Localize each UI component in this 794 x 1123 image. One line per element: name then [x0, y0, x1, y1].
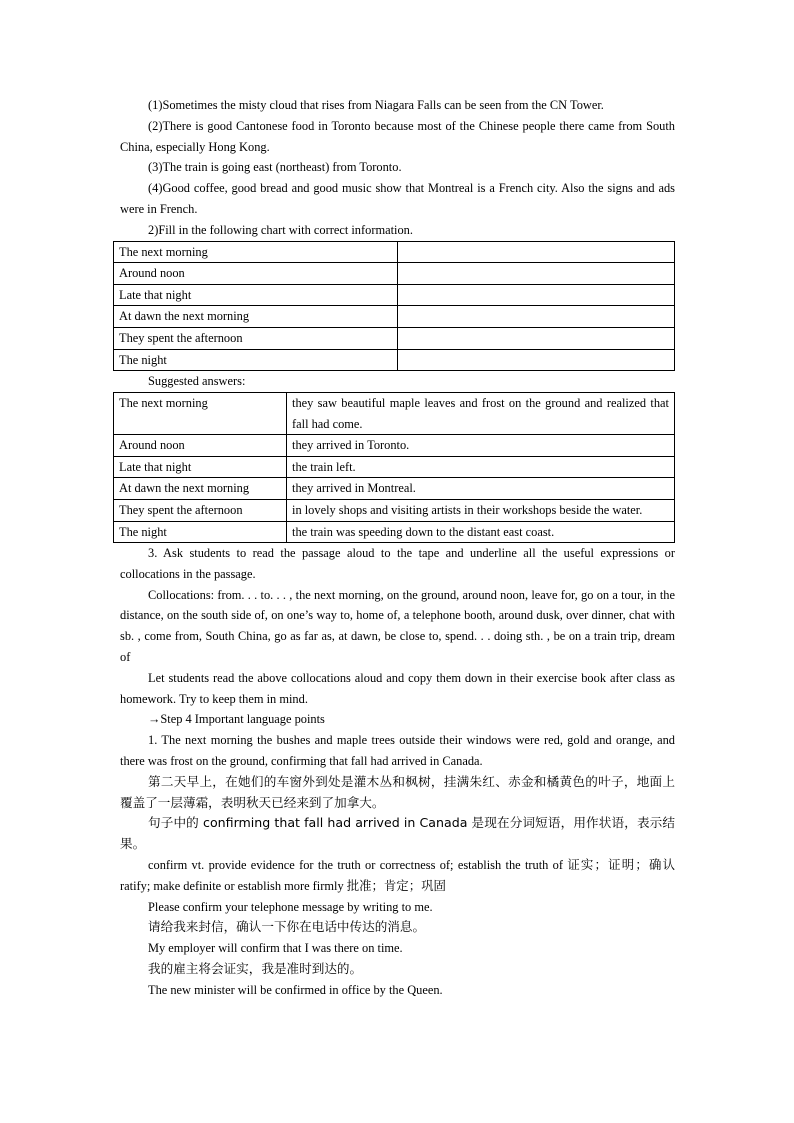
- note-3: (3)The train is going east (northeast) from Toronto.: [148, 160, 402, 175]
- row-label: Late that night: [114, 456, 287, 478]
- fill-in-chart: [113, 241, 675, 372]
- table-row: [114, 521, 675, 543]
- table-row: [114, 306, 675, 328]
- collocations: Collocations: from. . . to. . . , the next morning, on the ground, around noon, leave for, go on a tour, in the distance, on the south side of, on one’s way to, home of, a telephone booth, around dusk, over dinner, chat with sb. , come from, South China, go as far as, at dawn, be close to, spend. . . doing sth. , be on a train trip, dream of: [120, 587, 675, 665]
- row-label: The night: [114, 521, 287, 543]
- table-row: [114, 349, 675, 371]
- table-row: [114, 241, 675, 263]
- table-row: [114, 392, 675, 434]
- example-3-en: The new minister will be confirmed in office by the Queen.: [148, 982, 443, 997]
- suggested-heading: Suggested answers:: [148, 374, 246, 389]
- answer-cell: they saw beautiful maple leaves and frost on the ground and realized that fall had come.: [287, 392, 675, 434]
- confirm-definition: confirm vt. provide evidence for the truth or correctness of; establish the truth of 证实；证明；确认 ratify; make definite or establish more firmly 批准；肯定；巩固: [120, 858, 675, 893]
- answer-cell: they arrived in Montreal.: [287, 478, 675, 500]
- answers-table: [113, 392, 675, 543]
- answer-cell: [398, 327, 675, 349]
- table-row: [114, 456, 675, 478]
- row-label: The night: [114, 349, 398, 371]
- language-point-1: 1. The next morning the bushes and maple trees outside their windows were red, gold and orange, and there was frost on the ground, confirming that fall had arrived in Canada.: [120, 733, 675, 769]
- row-label: Around noon: [114, 263, 398, 285]
- table-row: [114, 284, 675, 306]
- chart-heading: 2)Fill in the following chart with correct information.: [148, 222, 413, 237]
- answer-cell: [398, 349, 675, 371]
- grammar-note: 句子中的 confirming that fall had arrived in Canada 是现在分词短语，用作状语，表示结果。: [120, 815, 675, 852]
- row-label: The next morning: [114, 392, 287, 434]
- row-label: At dawn the next morning: [114, 478, 287, 500]
- row-label: They spent the afternoon: [114, 499, 287, 521]
- document-page: [120, 95, 675, 1001]
- table-row: [114, 263, 675, 285]
- homework-note: Let students read the above collocations aloud and copy them down in their exercise book after class as homework. Try to keep them in mind.: [120, 670, 675, 706]
- answer-cell: the train left.: [287, 456, 675, 478]
- row-label: Late that night: [114, 284, 398, 306]
- answer-cell: in lovely shops and visiting artists in their workshops beside the water.: [287, 499, 675, 521]
- example-2-cn: 我的雇主将会证实，我是准时到达的。: [148, 961, 363, 977]
- table-row: [114, 478, 675, 500]
- answer-cell: [398, 263, 675, 285]
- note-2: (2)There is good Cantonese food in Toronto because most of the Chinese people there came from South China, especially Hong Kong.: [120, 118, 675, 154]
- table-row: [114, 327, 675, 349]
- row-label: They spent the afternoon: [114, 327, 398, 349]
- answer-cell: [398, 241, 675, 263]
- table-row: [114, 435, 675, 457]
- answer-cell: [398, 306, 675, 328]
- step-3: 3. Ask students to read the passage aloud to the tape and underline all the useful expressions or collocations in the passage.: [120, 546, 675, 581]
- table-row: [114, 499, 675, 521]
- example-2-en: My employer will confirm that I was there on time.: [148, 941, 403, 956]
- answer-cell: the train was speeding down to the distant east coast.: [287, 521, 675, 543]
- note-4: (4)Good coffee, good bread and good music show that Montreal is a French city. Also the signs and ads were in French.: [120, 181, 675, 216]
- example-1-en: Please confirm your telephone message by writing to me.: [148, 899, 433, 914]
- row-label: At dawn the next morning: [114, 306, 398, 328]
- row-label: Around noon: [114, 435, 287, 457]
- language-point-1-translation: 第二天早上，在她们的车窗外到处是灌木丛和枫树，挂满朱红、赤金和橘黄色的叶子，地面上覆盖了一层薄霜，表明秋天已经来到了加拿大。: [120, 773, 675, 810]
- answer-cell: [398, 284, 675, 306]
- answer-cell: they arrived in Toronto.: [287, 435, 675, 457]
- step-4-heading: →Step 4 Important language points: [148, 712, 325, 727]
- note-1: (1)Sometimes the misty cloud that rises from Niagara Falls can be seen from the CN Tower.: [148, 98, 604, 112]
- example-1-cn: 请给我来封信，确认一下你在电话中传达的消息。: [148, 919, 426, 935]
- row-label: The next morning: [114, 241, 398, 263]
